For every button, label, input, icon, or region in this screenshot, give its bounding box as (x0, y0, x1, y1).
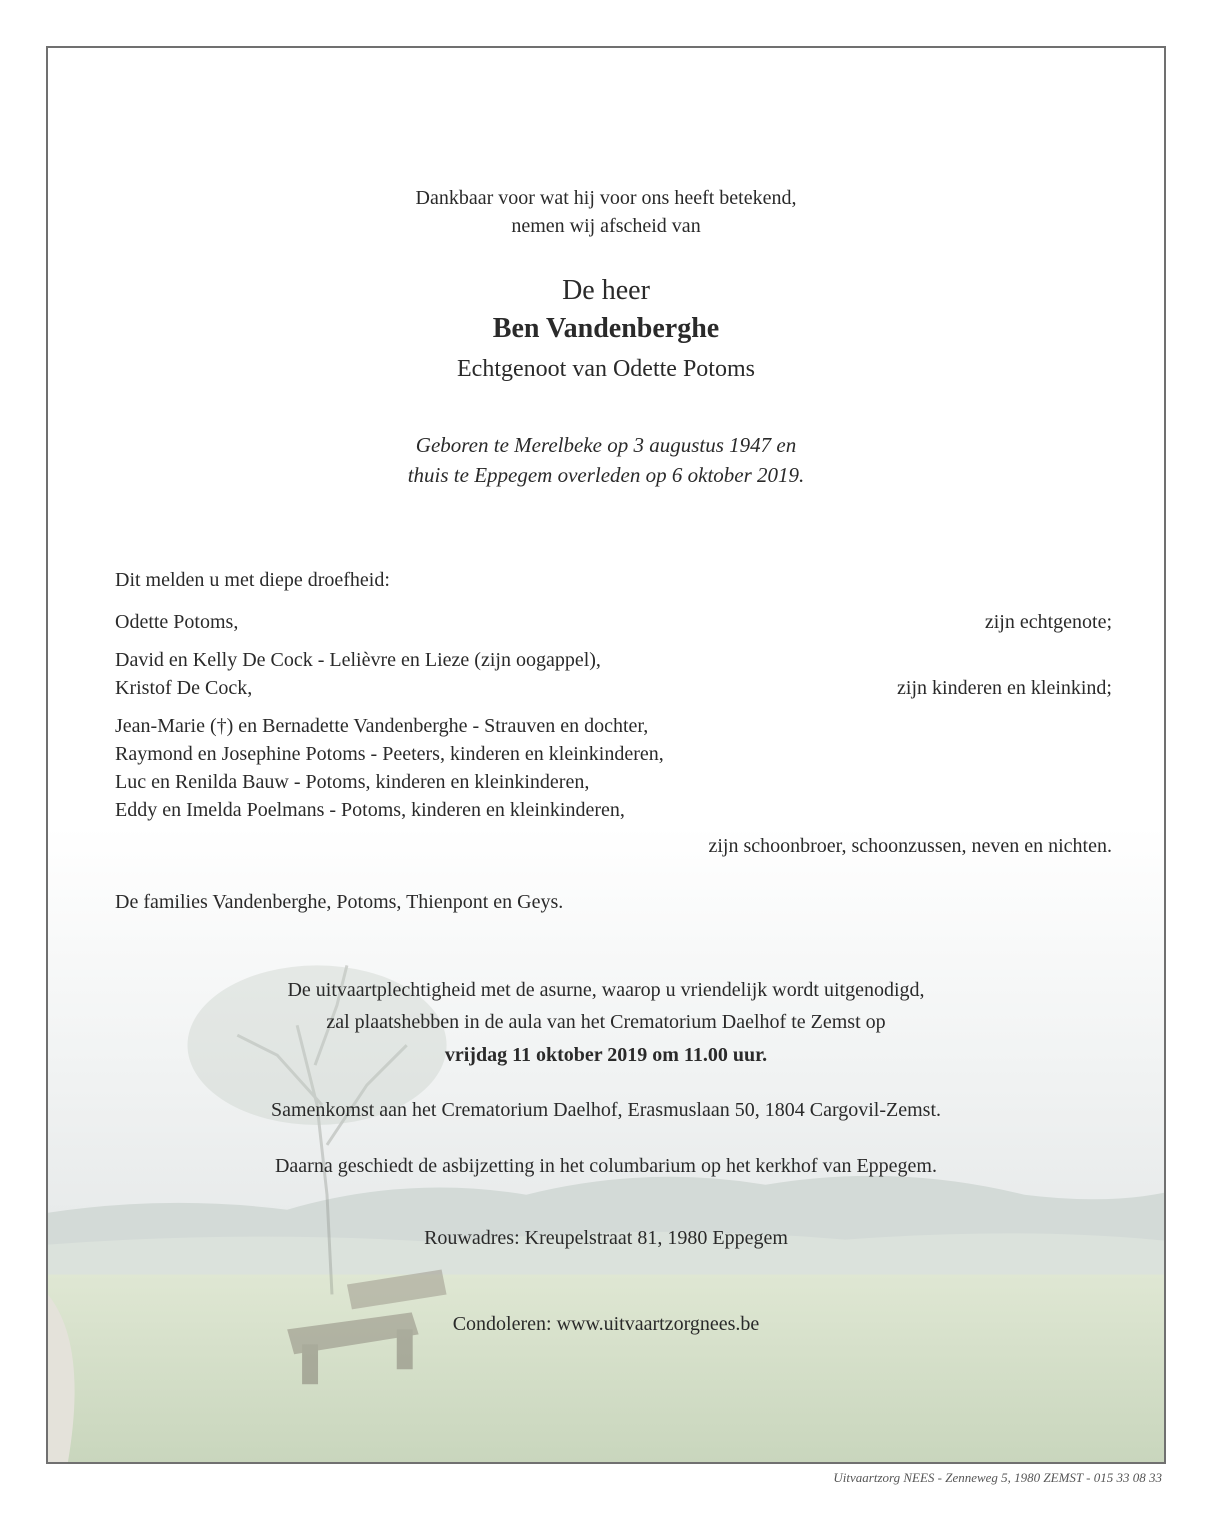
intro-line-2: nemen wij afscheid van (511, 215, 701, 237)
children-relation: zijn kinderen en kleinkind; (897, 677, 1112, 699)
in-law-line-2: Raymond en Josephine Potoms - Peeters, kinderen en kleinkinderen, (115, 743, 664, 765)
spouse-name: Odette Potoms, (115, 611, 239, 633)
interment-line: Daarna geschiedt de asbijzetting in het columbarium op het kerkhof van Eppegem. (274, 1155, 937, 1177)
birth-line: Geboren te Merelbeke op 3 augustus 1947 en (415, 433, 797, 457)
spouse-relation: zijn echtgenote; (984, 611, 1112, 633)
death-line: thuis te Eppegem overleden op 6 oktober 2019. (407, 463, 805, 487)
deceased-name: Ben Vandenberghe (492, 313, 720, 344)
in-law-line-4: Eddy en Imelda Poelmans - Potoms, kinderen en kleinkinderen, (115, 799, 625, 821)
intro-text (48, 184, 1164, 240)
ceremony-line-1: De uitvaartplechtigheid met de asurne, waarop u vriendelijk wordt uitgenodigd, (287, 979, 925, 1001)
ceremony-datetime: vrijdag 11 oktober 2019 om 11.00 uur. (444, 1044, 768, 1066)
condolences-link[interactable]: Condoleren: www.uitvaartzorgnees.be (452, 1313, 760, 1335)
gathering-line: Samenkomst aan het Crematorium Daelhof, Erasmuslaan 50, 1804 Cargovil-Zemst. (270, 1099, 942, 1121)
spouse-line: Echtgenoot van Odette Potoms (457, 356, 755, 382)
intro-line-1: Dankbaar voor wat hij voor ons heeft betekend, (415, 187, 797, 209)
birth-death-text (48, 430, 1164, 490)
announcement-text: Dit melden u met diepe droefheid: (115, 569, 390, 591)
obituary-card (46, 46, 1166, 1464)
in-law-line-3: Luc en Renilda Bauw - Potoms, kinderen en kleinkinderen, (115, 771, 590, 793)
child-line-1: David en Kelly De Cock - Lelièvre en Lieze (zijn oogappel), (115, 649, 601, 671)
funeral-home-footer: Uitvaartzorg NEES - Zenneweg 5, 1980 ZEMST - 015 33 08 33 (833, 1470, 1162, 1485)
mourning-address: Rouwadres: Kreupelstraat 81, 1980 Eppegem (424, 1227, 788, 1249)
in-laws-relation: zijn schoonbroer, schoonzussen, neven en nichten. (708, 835, 1112, 857)
obituary-content (48, 48, 1164, 1462)
families-line: De families Vandenberghe, Potoms, Thienpont en Geys. (115, 891, 564, 913)
honorific: De heer (562, 275, 650, 306)
child-line-2: Kristof De Cock, (115, 677, 253, 699)
ceremony-line-2: zal plaatshebben in de aula van het Crematorium Daelhof te Zemst op (326, 1011, 886, 1033)
in-law-line-1: Jean-Marie (†) en Bernadette Vandenberghe - Strauven en dochter, (115, 715, 649, 737)
